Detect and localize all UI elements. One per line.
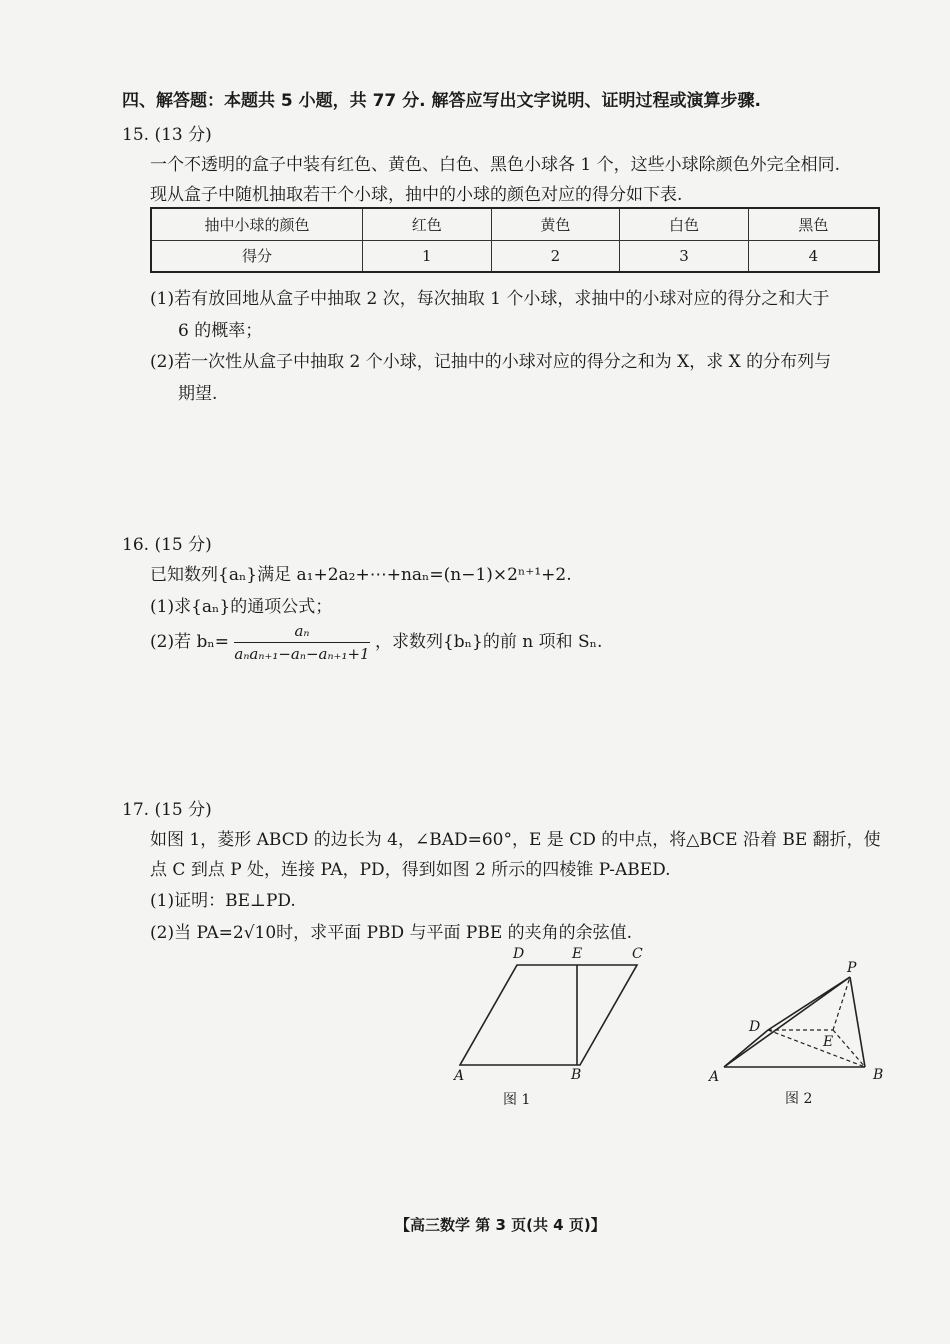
table-header-label: 抽中小球的颜色 bbox=[151, 208, 363, 240]
table-cell: 2 bbox=[491, 240, 620, 272]
q15-number: 15. (13 分) bbox=[122, 125, 212, 145]
edge-pd bbox=[768, 977, 850, 1030]
table-cell: 1 bbox=[363, 240, 492, 272]
figure-1-rhombus bbox=[440, 945, 660, 1105]
q16-part1: (1)求{aₙ}的通项公式； bbox=[150, 597, 333, 617]
fraction-numerator: aₙ bbox=[234, 622, 369, 643]
figure-2-pyramid bbox=[700, 955, 890, 1085]
fig2-label-p: P bbox=[847, 960, 857, 976]
edge-pa bbox=[724, 977, 850, 1067]
q15-intro-line2: 现从盒子中随机抽取若干个小球，抽中的小球的颜色对应的得分如下表. bbox=[150, 185, 683, 205]
q16-part2-suffix: ，求数列{bₙ}的前 n 项和 Sₙ. bbox=[374, 632, 603, 652]
fig1-label-b: B bbox=[571, 1067, 582, 1083]
q17-part1: (1)证明：BE⊥PD. bbox=[150, 891, 296, 911]
table-cell: 黄色 bbox=[491, 208, 620, 240]
fig2-label-e: E bbox=[823, 1034, 834, 1050]
fig1-label-e: E bbox=[572, 946, 583, 962]
fig2-label-a: A bbox=[709, 1069, 720, 1085]
fig2-label-b: B bbox=[873, 1067, 884, 1083]
q16-condition: 已知数列{aₙ}满足 a₁+2a₂+⋯+naₙ=(n−1)×2ⁿ⁺¹+2. bbox=[150, 565, 572, 585]
hidden-edge-db bbox=[768, 1030, 865, 1067]
q17-part2: (2)当 PA=2√10时，求平面 PBD 与平面 PBE 的夹角的余弦值. bbox=[150, 923, 633, 943]
q17-intro-line1: 如图 1，菱形 ABCD 的边长为 4，∠BAD=60°，E 是 CD 的中点，将△BCE 沿着 BE 翻折，使 bbox=[150, 830, 881, 850]
q16-part2 bbox=[150, 622, 602, 663]
page-footer: 【高三数学 第 3 页(共 4 页)】 bbox=[395, 1216, 606, 1234]
q17-intro-line2: 点 C 到点 P 处，连接 PA，PD，得到如图 2 所示的四棱锥 P-ABED. bbox=[150, 860, 671, 880]
q17-number: 17. (15 分) bbox=[122, 800, 212, 820]
bn-fraction bbox=[234, 622, 369, 663]
table-row bbox=[151, 208, 879, 240]
table-cell: 白色 bbox=[620, 208, 749, 240]
q16-part2-prefix: (2)若 bₙ= bbox=[150, 632, 229, 652]
table-cell: 3 bbox=[620, 240, 749, 272]
rhombus-outline bbox=[460, 965, 637, 1065]
edge-pb bbox=[850, 977, 865, 1067]
hidden-edge-pe bbox=[833, 977, 850, 1030]
q15-part2-line1: (2)若一次性从盒子中抽取 2 个小球，记抽中的小球对应的得分之和为 X，求 X 的分布列与 bbox=[150, 352, 832, 372]
q16-number: 16. (15 分) bbox=[122, 535, 212, 555]
q15-part1-line1: (1)若有放回地从盒子中抽取 2 次，每次抽取 1 个小球，求抽中的小球对应的得分之和大于 bbox=[150, 289, 830, 309]
fig2-caption: 图 2 bbox=[785, 1091, 813, 1107]
fig1-label-d: D bbox=[513, 946, 525, 962]
fig1-label-c: C bbox=[632, 946, 643, 962]
q15-part1-line2: 6 的概率； bbox=[178, 321, 263, 341]
fraction-denominator: aₙaₙ₊₁−aₙ−aₙ₊₁+1 bbox=[234, 645, 370, 663]
section-heading: 四、解答题：本题共 5 小题，共 77 分. 解答应写出文字说明、证明过程或演算步骤. bbox=[122, 91, 761, 111]
score-table bbox=[150, 207, 880, 273]
table-row bbox=[151, 240, 879, 272]
q15-part2-line2: 期望. bbox=[178, 384, 218, 404]
table-cell: 黑色 bbox=[748, 208, 879, 240]
fig1-label-a: A bbox=[454, 1068, 465, 1084]
table-row-label: 得分 bbox=[151, 240, 363, 272]
q15-intro-line1: 一个不透明的盒子中装有红色、黄色、白色、黑色小球各 1 个，这些小球除颜色外完全相同. bbox=[150, 155, 841, 175]
table-cell: 红色 bbox=[363, 208, 492, 240]
table-cell: 4 bbox=[748, 240, 879, 272]
fig1-caption: 图 1 bbox=[503, 1092, 531, 1108]
fig2-label-d: D bbox=[749, 1019, 761, 1035]
